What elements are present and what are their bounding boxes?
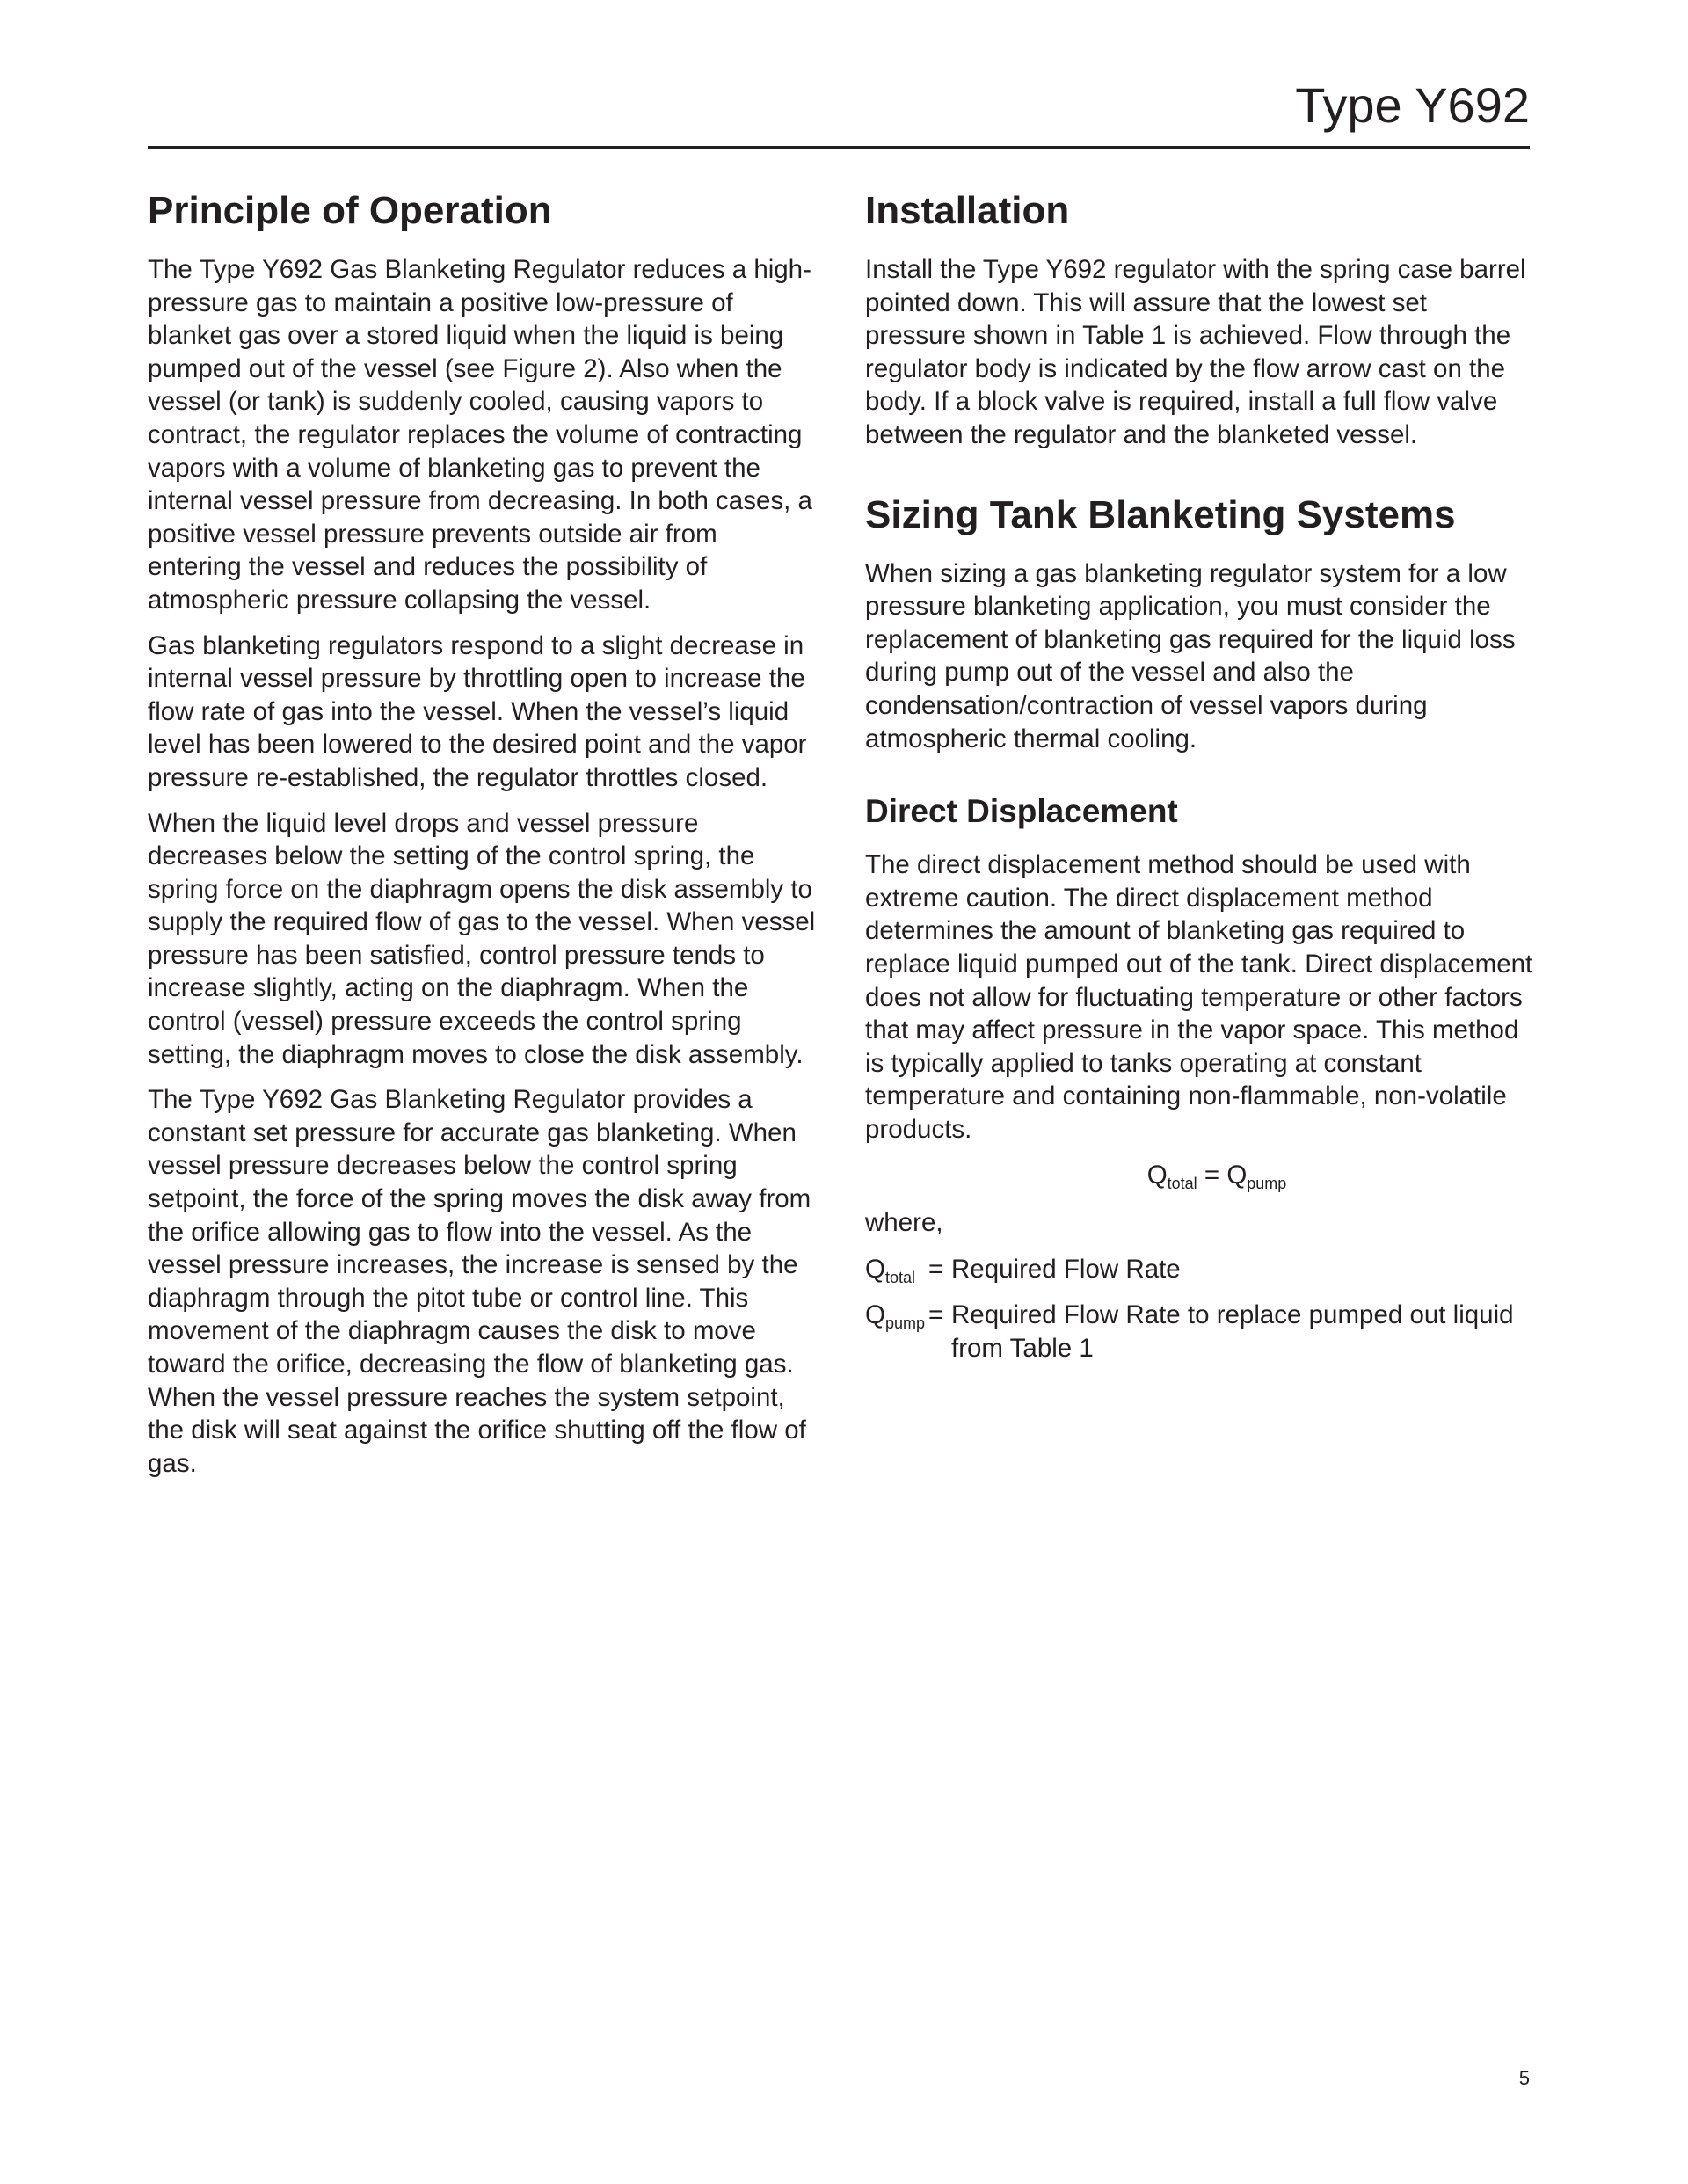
equation-rhs-subscript: pump xyxy=(1247,1175,1287,1193)
equation-operator: = xyxy=(1197,1161,1227,1190)
definition-equals: = xyxy=(928,1255,944,1285)
definition-subscript: total xyxy=(884,1269,915,1287)
definition-symbol: Q xyxy=(865,1255,885,1285)
definition-symbol: Q xyxy=(865,1300,885,1330)
definition-q-total xyxy=(865,1253,1533,1286)
principle-paragraph-4: The Type Y692 Gas Blanketing Regulator provides a constant set pressure for accurate gas blanketing. When vessel pressure decreases below the control spring setpoint, the force of the spring moves the disk away from the orifice allowing gas to flow into the vessel. As the vessel pressure increases, the increase is sensed by the diaphragm through the pitot tube or control line. This movement of the diaphragm causes the disk to move toward the orifice, decreasing the flow of blanketing gas. When the vessel pressure reaches the system setpoint, the disk will seat against the orifice shutting off the flow of gas. xyxy=(148,1085,811,1478)
equation-rhs-symbol: Q xyxy=(1226,1161,1248,1190)
installation-paragraph: Install the Type Y692 regulator with the spring case barrel pointed down. This will assure that the lowest set pressure shown in Table 1 is achieved. Flow through the regulator body is indicated by the flow arrow cast on the body. If a block valve is required, install a full flow valve between the regulator and the blanketed vessel. xyxy=(865,255,1526,449)
definition-equals: = xyxy=(928,1300,944,1330)
flow-equation xyxy=(865,1158,1533,1193)
page-number: 5 xyxy=(1518,2067,1530,2089)
definition-description: Required Flow Rate xyxy=(951,1255,1181,1285)
header-divider xyxy=(148,146,1530,149)
definition-description: Required Flow Rate to replace pumped out liquid from Table 1 xyxy=(951,1300,1514,1363)
definition-q-pump xyxy=(865,1299,1533,1365)
where-label: where, xyxy=(865,1208,943,1238)
left-column xyxy=(148,186,816,1492)
direct-displacement-heading: Direct Displacement xyxy=(865,793,1178,830)
equation-lhs-symbol: Q xyxy=(1146,1161,1168,1190)
definition-term xyxy=(865,1253,928,1286)
sizing-heading: Sizing Tank Blanketing Systems xyxy=(865,492,1456,536)
definition-subscript: pump xyxy=(884,1314,925,1333)
principle-of-operation-heading: Principle of Operation xyxy=(148,189,552,232)
equation-lhs-subscript: total xyxy=(1167,1175,1197,1193)
sizing-paragraph: When sizing a gas blanketing regulator system for a low pressure blanketing application, you must consider the replacement of blanketing gas required for the liquid loss during pump out of the vessel and also the condensation/contraction of vessel vapors during atmospheric thermal cooling. xyxy=(865,558,1516,753)
direct-displacement-paragraph: The direct displacement method should be used with extreme caution. The direct displacement method determines the amount of blanketing gas required to replace liquid pumped out of the tank. Direct displacement does not allow for fluctuating temperature or other factors that may affect pressure in the vapor space. This method is typically applied to tanks operating at constant temperature and containing non-flammable, non-volatile products. xyxy=(865,850,1533,1144)
principle-paragraph-1: The Type Y692 Gas Blanketing Regulator reduces a high-pressure gas to maintain a positive low-pressure of blanket gas over a stored liquid when the liquid is being pumped out of the vessel (see Figure 2). Also when the vessel (or tank) is suddenly cooled, causing vapors to contract, the regulator replaces the volume of contracting vapors with a volume of blanketing gas to prevent the internal vessel pressure from decreasing. In both cases, a positive vessel pressure prevents outside air from entering the vessel and reduces the possibility of atmospheric pressure collapsing the vessel. xyxy=(148,255,812,615)
principle-paragraph-3: When the liquid level drops and vessel pressure decreases below the setting of the control spring, the spring force on the diaphragm opens the disk assembly to supply the required flow of gas to the vessel. When vessel pressure has been satisfied, control pressure tends to increase slightly, acting on the diaphragm. When the control (vessel) pressure exceeds the control spring setting, the diaphragm moves to close the disk assembly. xyxy=(148,808,816,1069)
document-header-title: Type Y692 xyxy=(1295,77,1530,133)
definition-term xyxy=(865,1299,928,1365)
principle-paragraph-2: Gas blanketing regulators respond to a slight decrease in internal vessel pressure by throttling open to increase the flow rate of gas into the vessel. When the vessel’s liquid level has been lowered to the desired point and the vapor pressure re-established, the regulator throttles closed. xyxy=(148,630,807,792)
right-column xyxy=(865,186,1533,1377)
installation-heading: Installation xyxy=(865,189,1070,232)
